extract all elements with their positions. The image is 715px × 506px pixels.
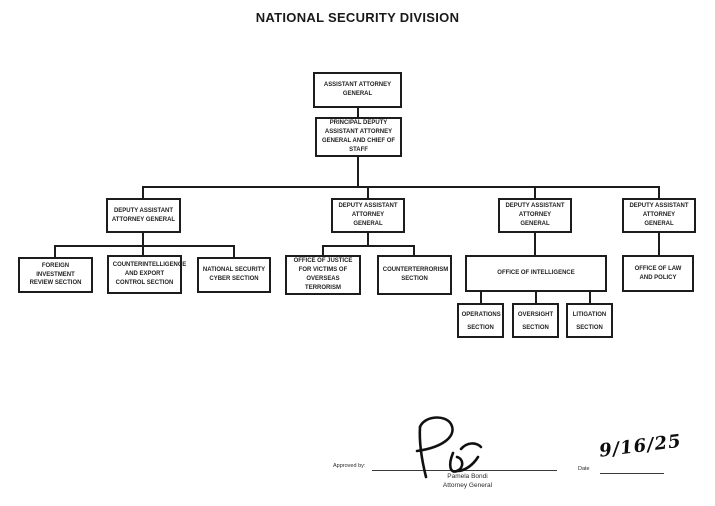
page-title: NATIONAL SECURITY DIVISION bbox=[255, 10, 460, 25]
connector-line bbox=[357, 108, 359, 117]
org-box-label: LITIGATION SECTION bbox=[572, 310, 607, 331]
org-box-foreign-investment-review-section bbox=[18, 257, 93, 293]
connector-line bbox=[658, 233, 660, 255]
org-box-deputy-2 bbox=[331, 198, 405, 233]
org-box-assistant-attorney-general bbox=[313, 72, 402, 108]
handwritten-date: 9/16/25 bbox=[598, 430, 683, 462]
connector-line bbox=[142, 188, 144, 198]
connector-line bbox=[535, 292, 537, 303]
org-box-label: COUNTERINTELLIGENCE AND EXPORT CONTROL SECTION bbox=[112, 261, 187, 286]
org-box-counterintelligence-export-control-section bbox=[107, 255, 187, 294]
connector-line bbox=[322, 247, 324, 255]
signature-title: Attorney General bbox=[442, 481, 493, 489]
org-box-office-justice-victims-overseas-terrorism bbox=[285, 255, 361, 295]
connector-line bbox=[322, 245, 415, 247]
org-box-label: NATIONAL SECURITY CYBER SECTION bbox=[202, 266, 266, 282]
approved-by-label: Approved by: bbox=[333, 463, 366, 469]
org-box-oversight-section bbox=[512, 303, 559, 338]
date-line bbox=[600, 473, 664, 474]
org-box-label: OPERATIONS SECTION bbox=[461, 310, 501, 331]
org-box-label: DEPUTY ASSISTANT ATTORNEY GENERAL bbox=[629, 202, 689, 227]
signature-name: Pamela Bondi bbox=[447, 473, 488, 480]
org-box-label: DEPUTY ASSISTANT ATTORNEY GENERAL bbox=[505, 202, 565, 227]
connector-line bbox=[480, 292, 482, 303]
connector-line bbox=[142, 247, 144, 255]
org-box-label: OFFICE OF JUSTICE FOR VICTIMS OF OVERSEAS TERRORISM bbox=[293, 257, 353, 291]
org-box-operations-section bbox=[457, 303, 504, 338]
connector-line bbox=[413, 247, 415, 255]
org-box-label: DEPUTY ASSISTANT ATTORNEY GENERAL bbox=[111, 206, 176, 223]
connector-line bbox=[142, 186, 660, 188]
org-box-deputy-1 bbox=[106, 198, 181, 233]
connector-line bbox=[357, 157, 359, 188]
connector-line bbox=[589, 292, 591, 303]
org-box-label: FOREIGN INVESTMENT REVIEW SECTION bbox=[29, 261, 82, 287]
date-label: Date bbox=[578, 466, 590, 472]
org-box-label: ASSISTANT ATTORNEY GENERAL bbox=[323, 81, 392, 97]
org-box-deputy-4 bbox=[622, 198, 696, 233]
org-box-office-of-intelligence bbox=[465, 255, 607, 292]
connector-line bbox=[534, 233, 536, 255]
org-box-label: OFFICE OF LAW AND POLICY bbox=[634, 264, 682, 281]
org-box-principal-deputy bbox=[315, 117, 402, 157]
org-box-label: DEPUTY ASSISTANT ATTORNEY GENERAL bbox=[338, 202, 398, 227]
org-box-deputy-3 bbox=[498, 198, 572, 233]
org-box-counterterrorism-section bbox=[377, 255, 452, 295]
connector-line bbox=[534, 188, 536, 198]
connector-line bbox=[54, 245, 235, 247]
connector-line bbox=[233, 247, 235, 257]
connector-line bbox=[658, 188, 660, 198]
org-box-label: OFFICE OF INTELLIGENCE bbox=[497, 269, 575, 277]
org-box-national-security-cyber-section bbox=[197, 257, 271, 293]
org-box-label: PRINCIPAL DEPUTY ASSISTANT ATTORNEY GENERAL AND CHIEF OF STAFF bbox=[321, 119, 396, 153]
org-box-label: OVERSIGHT SECTION bbox=[517, 310, 554, 331]
org-box-office-of-law-and-policy bbox=[622, 255, 694, 292]
connector-line bbox=[54, 247, 56, 257]
signature-name-block bbox=[380, 473, 555, 491]
org-box-litigation-section bbox=[566, 303, 613, 338]
org-box-label: COUNTERTERRORISM SECTION bbox=[382, 266, 449, 282]
handwritten-signature-icon bbox=[393, 413, 493, 479]
connector-line bbox=[367, 188, 369, 198]
